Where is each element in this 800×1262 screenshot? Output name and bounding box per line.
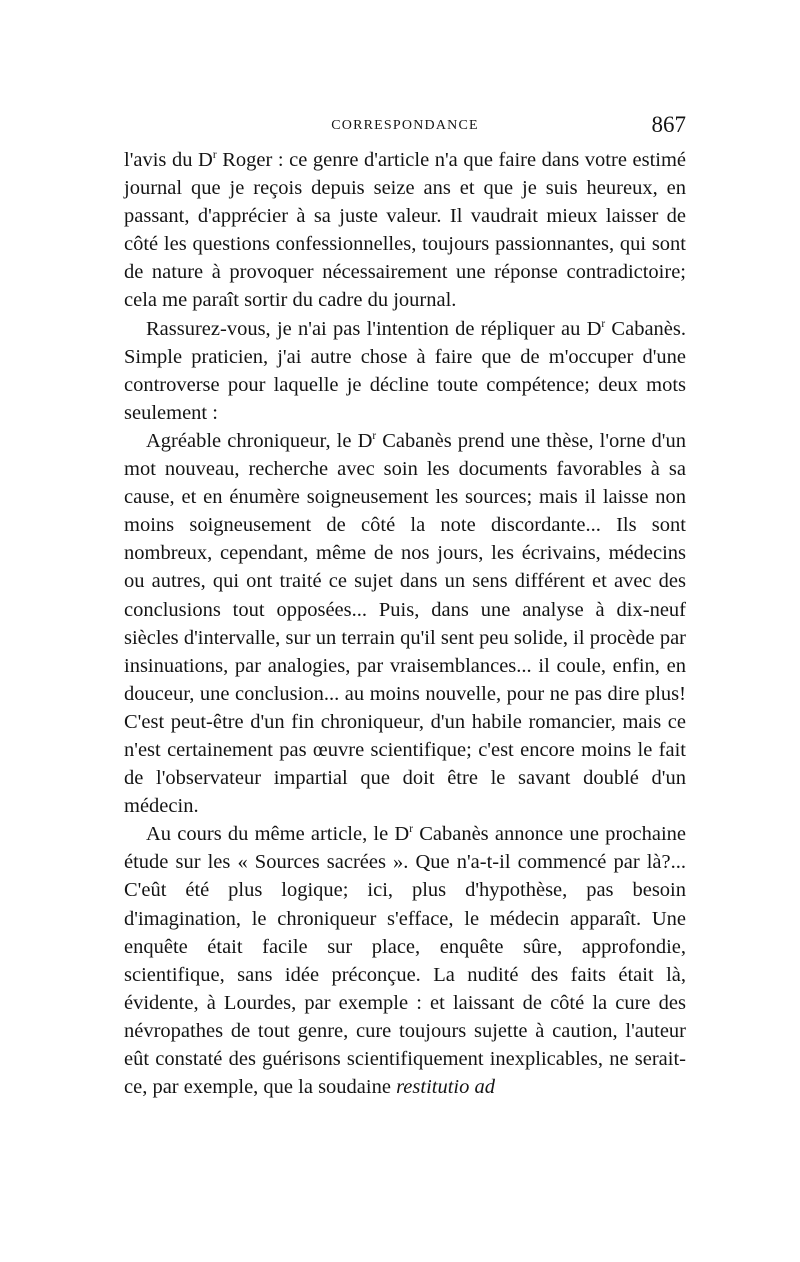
superscript-abbrev: r xyxy=(409,823,413,836)
text-run: l'avis du D xyxy=(124,149,213,171)
text-run: Roger : ce genre d'article n'a que faire dans votre estimé journal que je reçois depuis seize ans et que je suis heureux, en passant, d'apprécier à sa juste valeur. Il vaudrait mieux laisser de côté les questions confessionnelles, toujours passionnantes, qui sont de nature à provoquer nécessairement une réponse contradictoire; cela me paraît sortir du cadre du journal. xyxy=(124,149,687,312)
latin-phrase: restitutio ad xyxy=(396,1076,495,1099)
paragraph-3 xyxy=(124,427,686,820)
superscript-abbrev: r xyxy=(601,317,606,330)
paragraph-1 xyxy=(124,146,686,315)
body-text xyxy=(124,146,686,1101)
paragraph-2 xyxy=(124,315,686,427)
superscript-abbrev: r xyxy=(212,149,217,162)
text-run: Cabanès prend une thèse, l'orne d'un mot nouveau, recherche avec soin les documents favorables à sa cause, et en énumère soigneusement les sources; mais il laisse non moins soigneusement de côté la note discordante... Ils sont nombreux, cependant, même de nos jours, les écrivains, médecins ou autres, qui ont traité ce sujet dans un sens différent et avec des conclusions tout opposées... Puis, dans une analyse à dix-neuf siècles d'intervalle, sur un terrain qu'il sent peu solide, il procède par insinuations, par analogies, par vraisemblances... il coule, enfin, en douceur, une conclusion... au moins nouvelle, pour ne pas dire plus! C'est peut-être d'un fin chroniqueur, d'un habile romancier, mais ce n'est certainement pas œuvre scientifique; c'est encore moins le fait de l'observateur impartial que doit être le savant doublé d'un médecin. xyxy=(124,429,686,818)
superscript-abbrev: r xyxy=(372,430,377,443)
page-number: 867 xyxy=(651,112,686,137)
text-run: Au cours du même article, le D xyxy=(146,823,410,846)
running-head xyxy=(124,112,686,146)
text-run: Agréable chroniqueur, le D xyxy=(146,429,373,452)
running-title: CORRESPONDANCE xyxy=(331,118,479,133)
paragraph-4 xyxy=(124,820,686,1101)
book-page xyxy=(124,112,686,1101)
text-run: Cabanès. Simple praticien, j'ai autre chose à faire que de m'occuper d'une controverse pour laquelle je décline toute compétence; deux mots seulement : xyxy=(124,317,686,424)
text-run: Rassurez-vous, je n'ai pas l'intention de répliquer au D xyxy=(146,317,602,340)
text-run: Cabanès annonce une prochaine étude sur les « Sources sacrées ». Que n'a-t-il commencé par là?... C'eût été plus logique; ici, plus d'hypothèse, pas besoin d'imagination, le chroniqueur s'efface, le médecin apparaît. Une enquête était facile sur place, enquête sûre, approfondie, scientifique, sans idée préconçue. La nudité des faits était là, évidente, à Lourdes, par exemple : et laissant de côté la cure des névropathes de tout genre, cure toujours sujette à caution, l'auteur eût constaté des guérisons scientifiquement inexplicables, ne serait-ce, par exemple, que la soudaine xyxy=(124,823,686,1099)
